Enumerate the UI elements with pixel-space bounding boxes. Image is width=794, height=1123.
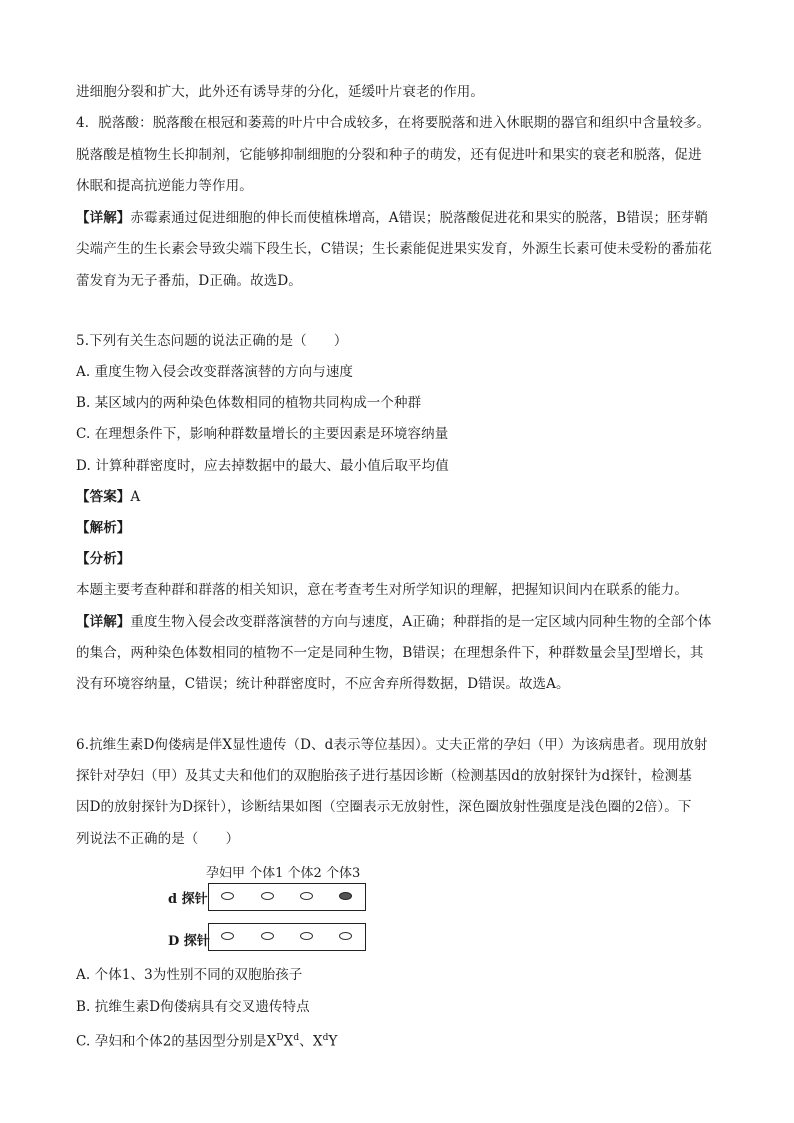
- probe-diagram: [164, 858, 374, 958]
- text-line: 列说法不正确的是（ ）: [76, 831, 240, 847]
- text-line: 的集合，两种染色体数相同的植物不一定是同种生物，B错误；在理想条件下，种群数量会呈J型增长，其: [76, 645, 704, 661]
- d-probe-label: d 探针: [168, 892, 208, 907]
- option-a: A. 个体1、3为性别不同的双胞胎孩子: [76, 967, 303, 983]
- section-tag: 【答案】: [76, 489, 131, 505]
- probe-spot-individual-3: [339, 932, 352, 940]
- text-line: 进细胞分裂和扩大，此外还有诱导芽的分化，延缓叶片衰老的作用。: [76, 84, 484, 100]
- section-tag: [76, 518, 726, 538]
- option-c: [76, 1028, 726, 1052]
- text-span: 重度生物入侵会改变群落演替的方向与速度，A正确；种群指的是一定区域内同种生物的全部个体: [130, 614, 712, 630]
- text-line: [76, 612, 726, 632]
- probe-spot-individual-1: [261, 892, 274, 900]
- question-stem: 6.抗维生素D佝偻病是伴X显性遗传（D、d表示等位基因）。丈夫正常的孕妇（甲）为该病患者。现用放射: [76, 737, 708, 753]
- probe-spot-pregnant: [221, 932, 234, 940]
- D-probe-row: [208, 923, 366, 951]
- text-line: 没有环境容纳量，C错误；统计种群密度时，不应舍弃所得数据，D错误。故选A。: [76, 676, 570, 692]
- text-line: 因D的放射探针为D探针），诊断结果如图（空圈表示无放射性，深色圈放射性强度是浅色圈的2倍）。下: [76, 799, 692, 815]
- text-line: 本题主要考查种群和群落的相关知识，意在考查考生对所学知识的理解，把握知识间内在联系的能力。: [76, 582, 688, 598]
- option-c: C. 在理想条件下，影响种群数量增长的主要因素是环境容纳量: [76, 426, 449, 442]
- option-d: D. 计算种群密度时，应去掉数据中的最大、最小值后取平均值: [76, 458, 449, 474]
- option-a: A. 重度生物入侵会改变群落演替的方向与速度: [76, 364, 354, 380]
- text-span: C. 孕妇和个体2的基因型分别是X: [76, 1033, 277, 1050]
- text-span: X: [283, 1033, 294, 1050]
- text-line: 蕾发育为无子番茄，D正确。故选D。: [76, 273, 302, 289]
- section-tag-text: 【解析】: [76, 520, 131, 536]
- d-probe-row: [208, 883, 366, 911]
- section-tag: 【详解】: [76, 210, 131, 226]
- question-stem: 5.下列有关生态问题的说法正确的是（ ）: [76, 333, 348, 349]
- probe-spot-individual-2: [300, 932, 313, 940]
- superscript: D: [276, 1033, 284, 1043]
- text-line: 脱落酸是植物生长抑制剂，它能够抑制细胞的分裂和种子的萌发，还有促进叶和果实的衰老和脱落，促进: [76, 147, 702, 163]
- probe-spot-individual-2: [300, 892, 313, 900]
- text-line: 探针对孕妇（甲）及其丈夫和他们的双胞胎孩子进行基因诊断（检测基因d的放射探针为d探针，检测基: [76, 768, 692, 784]
- superscript: d: [293, 1033, 300, 1043]
- superscript: d: [322, 1033, 329, 1043]
- option-b: B. 某区域内的两种染色体数相同的植物共同构成一个种群: [76, 395, 422, 411]
- text-span: 、X: [299, 1033, 323, 1050]
- text-line: 尖端产生的生长素会导致尖端下段生长，C错误；生长素能促进果实发育，外源生长素可使未受粉的番茄花: [76, 241, 713, 257]
- diagram-header: 孕妇甲 个体1 个体2 个体3: [206, 866, 361, 881]
- section-tag: 【详解】: [76, 614, 131, 630]
- section-tag-text: 【分析】: [76, 551, 131, 567]
- probe-spot-individual-3-dark: [339, 892, 352, 900]
- answer-line: [76, 487, 726, 507]
- section-tag: [76, 549, 726, 569]
- text-line: [76, 208, 726, 228]
- probe-spot-individual-1: [261, 932, 274, 940]
- answer-value: A: [130, 489, 141, 505]
- text-span: Y: [328, 1033, 338, 1050]
- text-line: 4．脱落酸：脱落酸在根冠和萎蔫的叶片中合成较多，在将要脱落和进入休眠期的器官和组织中含量较多。: [76, 115, 711, 131]
- D-probe-label: D 探针: [168, 934, 210, 949]
- text-span: 赤霉素通过促进细胞的伸长而使植株增高，A错误；脱落酸促进花和果实的脱落，B错误；胚芽鞘: [130, 210, 708, 226]
- text-line: 休眠和提高抗逆能力等作用。: [76, 178, 253, 194]
- option-b: B. 抗维生素D佝偻病具有交叉遗传特点: [76, 999, 310, 1015]
- probe-spot-pregnant: [221, 892, 234, 900]
